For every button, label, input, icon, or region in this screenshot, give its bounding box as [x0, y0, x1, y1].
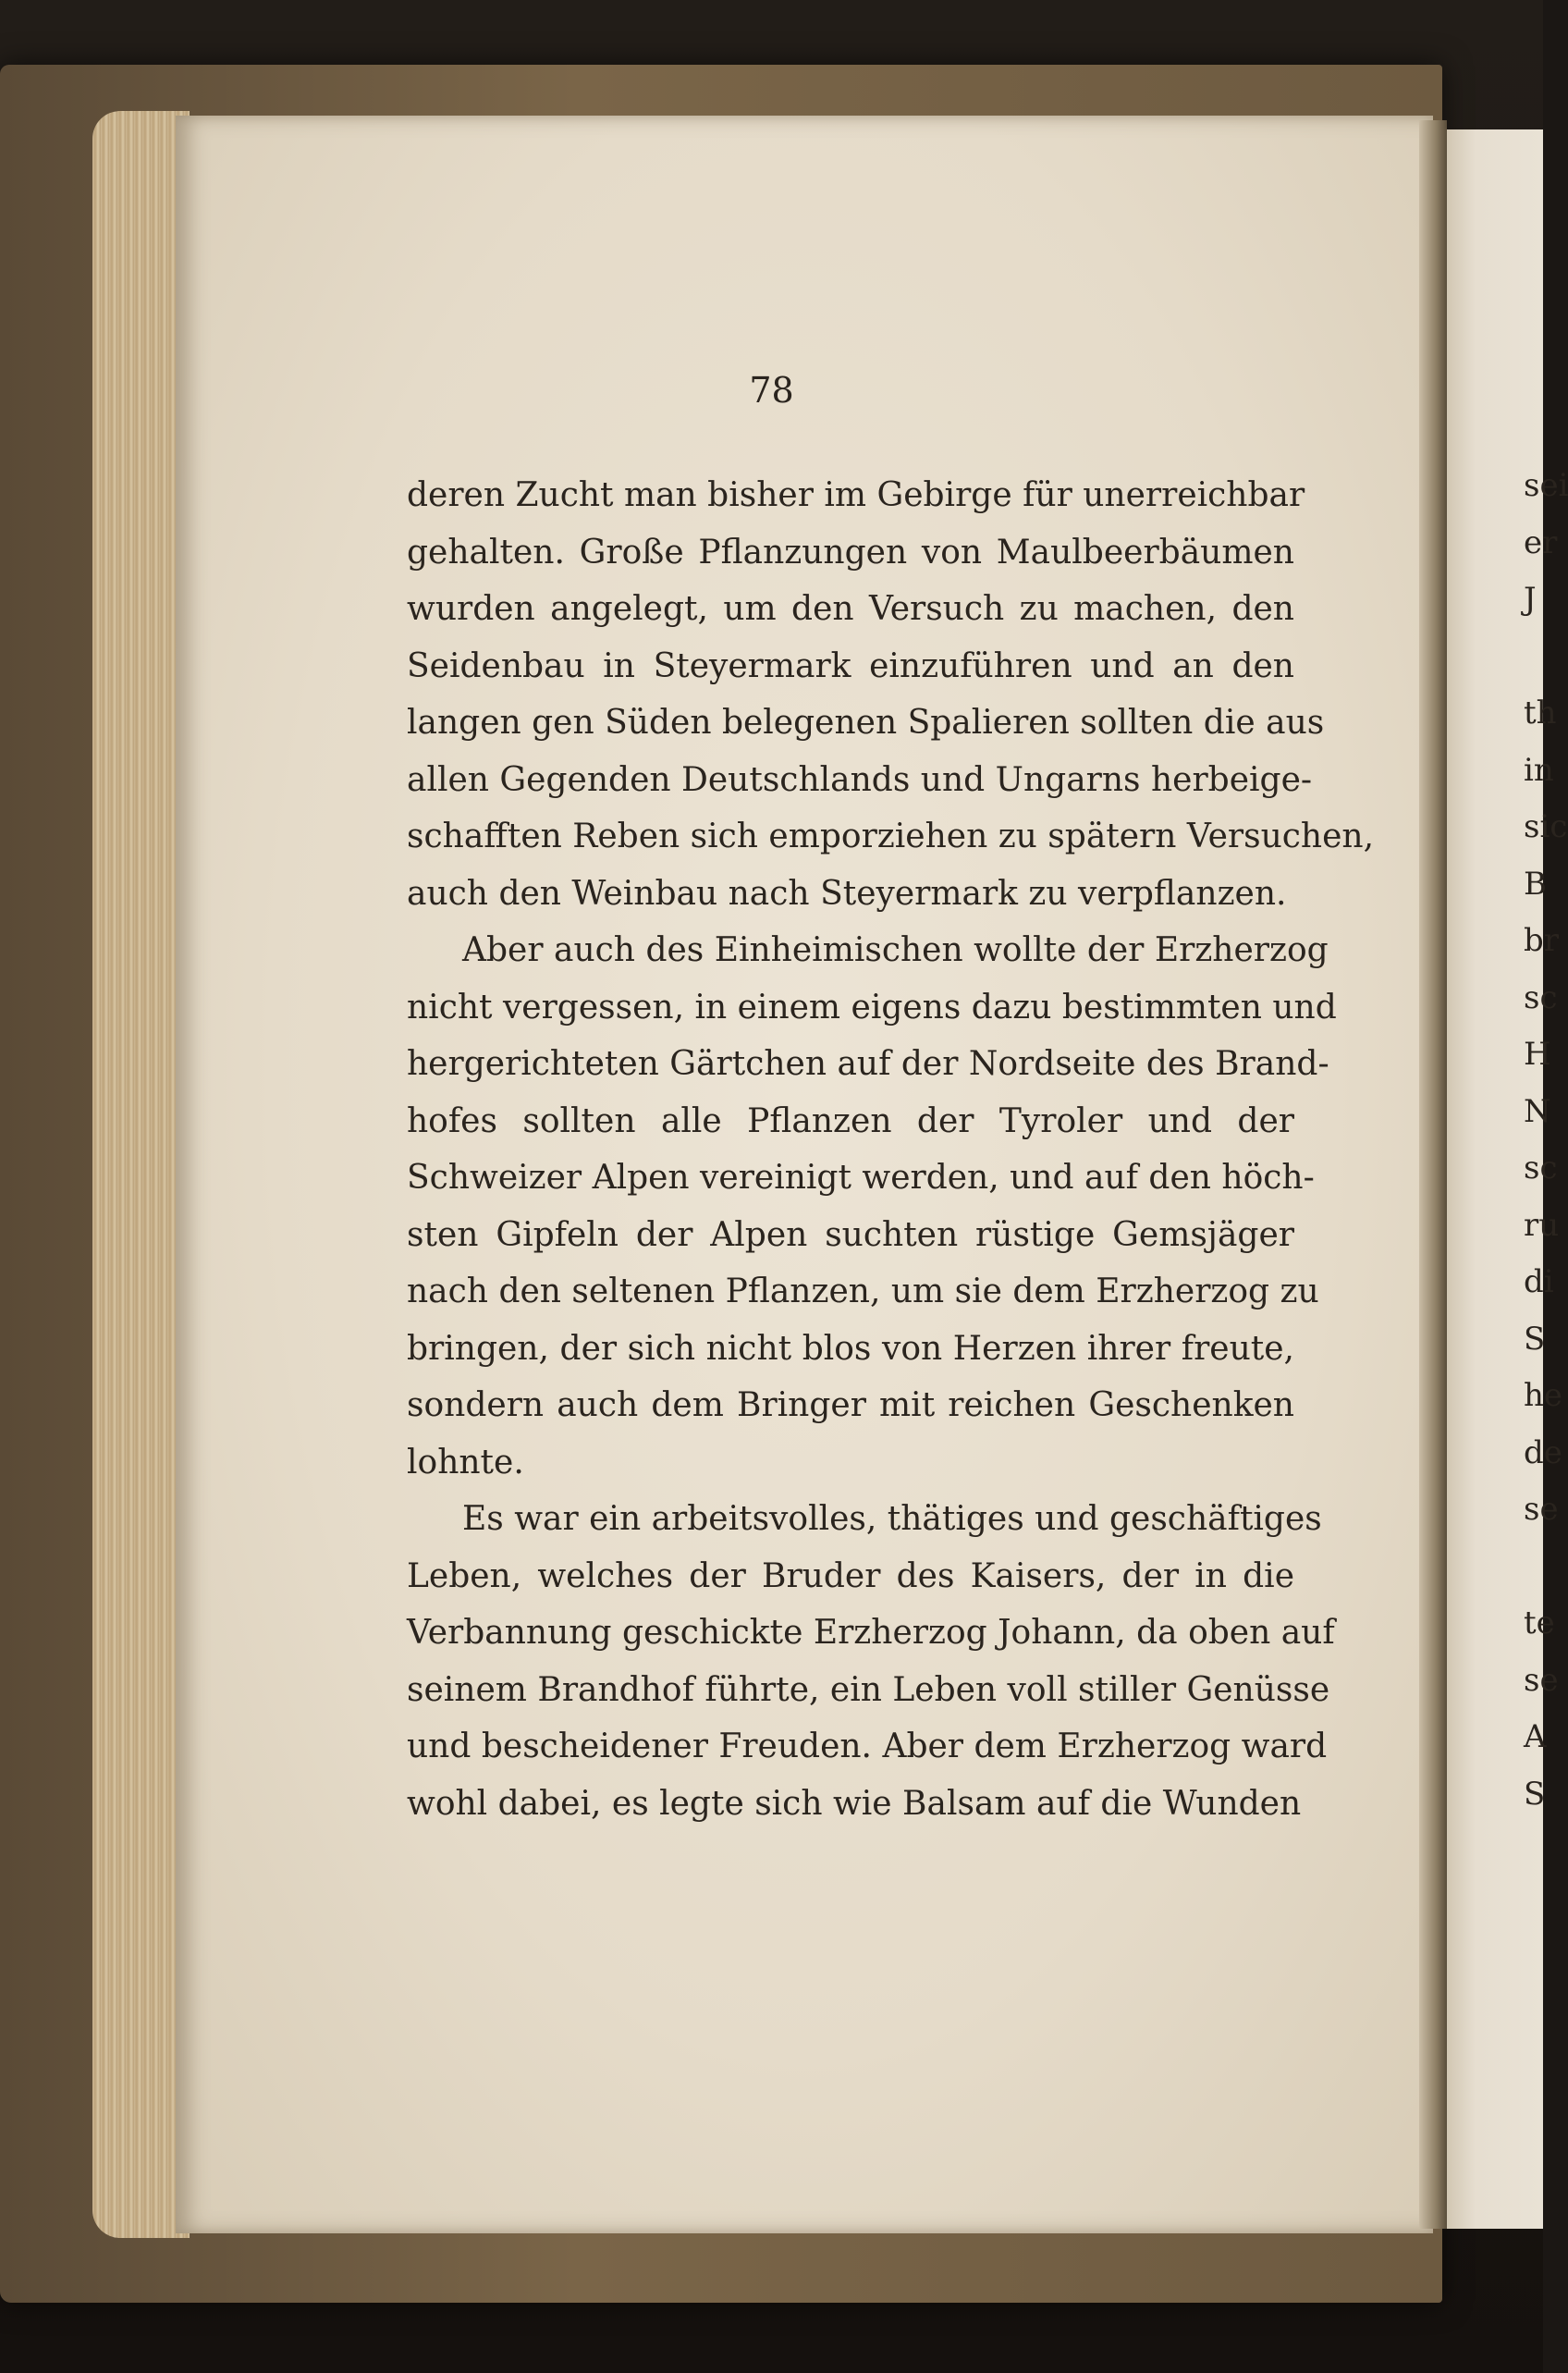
text-line: Schweizer Alpen vereinigt werden, und auf den höch-	[407, 1159, 1315, 1197]
text-line: Aber auch des Einheimischen wollte der Erzherzog	[462, 931, 1329, 969]
text-line: lohnte.	[407, 1443, 524, 1482]
body-text	[407, 467, 1375, 1832]
text-line: deren Zucht man bisher im Gebirge für unerreichbar	[407, 476, 1305, 514]
right-page-fragment: H	[1524, 1036, 1551, 1073]
right-page-fragment: N	[1524, 1092, 1551, 1130]
right-page-fragment: br	[1524, 922, 1560, 959]
right-page-fragment: sic	[1524, 808, 1568, 845]
text-line: allen Gegenden Deutschlands und Ungarns herbeige-	[407, 760, 1313, 799]
text-line: Verbannung geschickte Erzherzog Johann, da oben auf	[407, 1614, 1335, 1652]
right-page-fragment: J	[1524, 581, 1537, 618]
right-page-fragment: sc	[1524, 1150, 1558, 1186]
right-page-fragment: sei	[1524, 467, 1568, 504]
text-line: Es war ein arbeitsvolles, thätiges und geschäftiges	[462, 1500, 1322, 1538]
right-page-fragment: S	[1524, 1775, 1546, 1813]
right-page-fragment: in	[1524, 751, 1554, 789]
text-line: auch den Weinbau nach Steyermark zu verpflanzen.	[407, 874, 1287, 913]
text-line: schafften Reben sich emporziehen zu spätern Versuchen,	[407, 818, 1375, 855]
text-line: hofes sollten alle Pflanzen der Tyroler und der	[407, 1101, 1294, 1140]
text-line: sten Gipfeln der Alpen suchten rüstige Gemsjäger	[407, 1215, 1294, 1254]
text-line: wurden angelegt, um den Versuch zu machen, den	[407, 590, 1294, 628]
text-line: hergerichteten Gärtchen auf der Nordseite des Brand-	[407, 1045, 1329, 1083]
text-line: nach den seltenen Pflanzen, um sie dem Erzherzog zu	[407, 1273, 1319, 1310]
page-number: 78	[749, 370, 794, 411]
right-page-fragment: A	[1524, 1718, 1547, 1755]
right-page-fragment: sc	[1524, 978, 1558, 1016]
right-page-fragment: te	[1524, 1605, 1555, 1641]
right-page-fragment: di	[1524, 1263, 1554, 1300]
text-line: bringen, der sich nicht blos von Herzen ihrer freute,	[407, 1329, 1294, 1368]
text-line: gehalten. Große Pflanzungen von Maulbeerbäumen	[407, 533, 1294, 572]
right-page-fragment: S	[1524, 1320, 1546, 1358]
right-page-fragment: ru	[1524, 1206, 1560, 1244]
text-line: und bescheidener Freuden. Aber dem Erzherzog ward	[407, 1727, 1328, 1765]
text-line: Seidenbau in Steyermark einzuführen und an den	[407, 646, 1294, 685]
text-line: langen gen Süden belegenen Spalieren sollten die aus	[407, 704, 1325, 742]
book-gutter	[1419, 120, 1447, 2229]
text-line: seinem Brandhof führte, ein Leben voll stiller Genüsse	[407, 1670, 1330, 1709]
right-page-fragment: B	[1524, 865, 1547, 903]
right-page-fragment: er	[1524, 523, 1558, 561]
right-page-fragment: se	[1524, 1661, 1559, 1699]
text-line: wohl dabei, es legte sich wie Balsam auf die Wunden	[407, 1784, 1302, 1823]
right-page-fragment: he	[1524, 1377, 1563, 1414]
text-line: sondern auch dem Bringer mit reichen Geschenken	[407, 1386, 1294, 1424]
text-line: Leben, welches der Bruder des Kaisers, der in die	[407, 1556, 1294, 1595]
text-line: nicht vergessen, in einem eigens dazu bestimmten und	[407, 988, 1337, 1027]
right-page-fragment: th	[1524, 695, 1557, 732]
right-page-fragment: se	[1524, 1491, 1559, 1528]
right-page-fragment: de	[1524, 1433, 1562, 1471]
